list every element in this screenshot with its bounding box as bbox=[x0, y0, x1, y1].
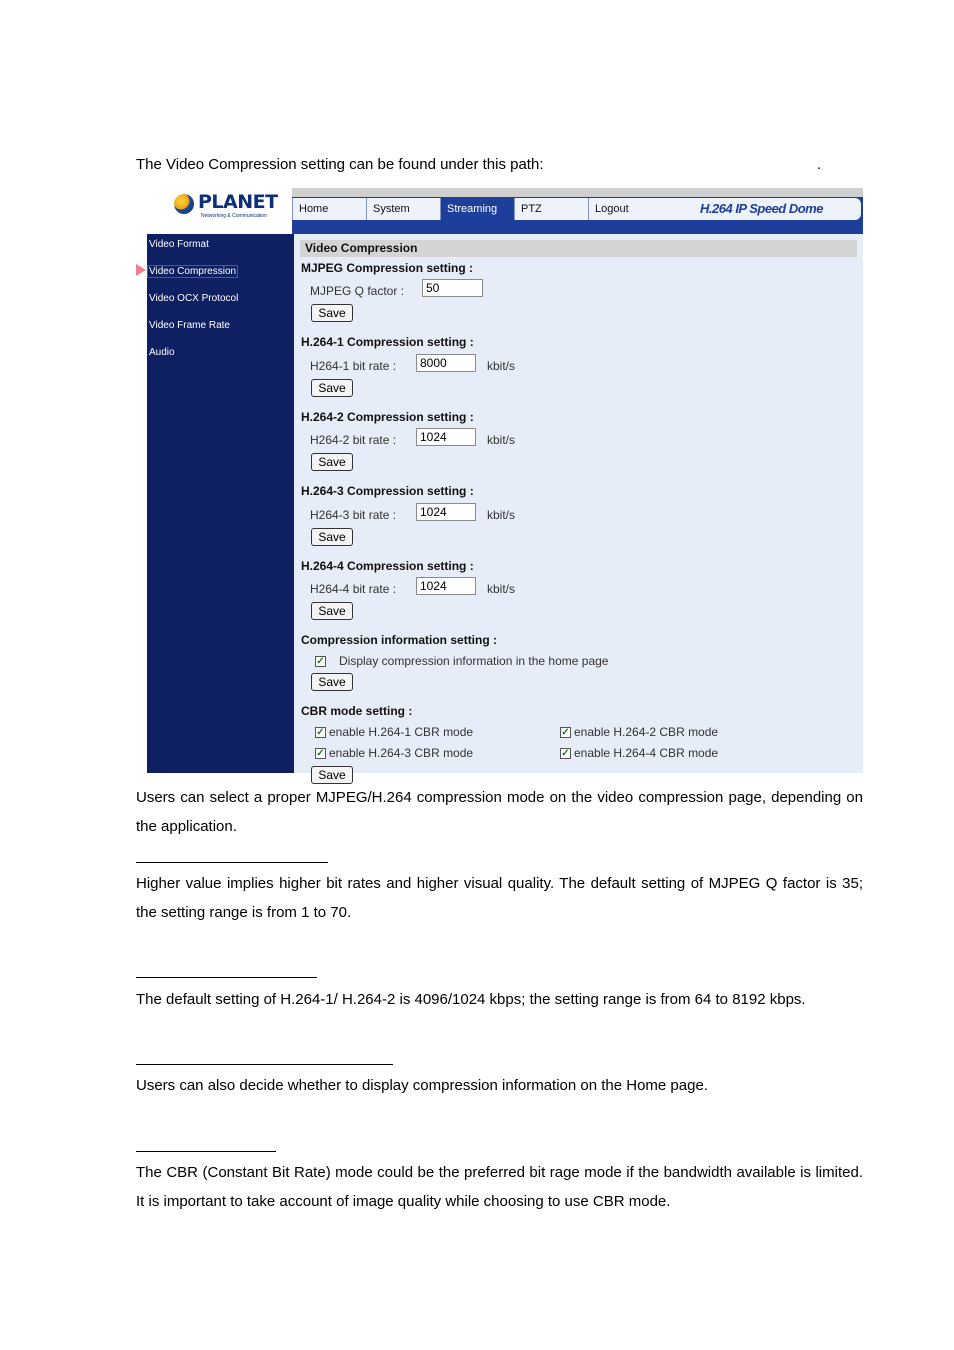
cbr-1-label: enable H.264-1 CBR mode bbox=[329, 725, 474, 739]
product-brand: H.264 IP Speed Dome bbox=[662, 198, 861, 220]
section-rule-info bbox=[136, 1064, 393, 1065]
section-rule-mjpeg bbox=[136, 862, 328, 863]
h264-2-bitrate-input[interactable]: 1024 bbox=[416, 428, 476, 446]
tab-system[interactable]: System bbox=[366, 198, 440, 220]
cbr-3-label: enable H.264-3 CBR mode bbox=[329, 746, 474, 760]
pointer-arrow-icon bbox=[136, 264, 146, 276]
logo-word: PLANET bbox=[198, 191, 278, 213]
h264-1-bitrate-input[interactable]: 8000 bbox=[416, 354, 476, 372]
planet-logo bbox=[174, 191, 278, 219]
h264-4-label: H264-4 bit rate : bbox=[310, 582, 397, 596]
h264-1-save-button[interactable]: Save bbox=[311, 379, 353, 397]
mjpeg-heading: MJPEG Compression setting : bbox=[301, 261, 474, 275]
tab-logout[interactable]: Logout bbox=[588, 198, 662, 220]
section-rule-h264 bbox=[136, 977, 317, 978]
h264-2-save-button[interactable]: Save bbox=[311, 453, 353, 471]
tab-home[interactable]: Home bbox=[292, 198, 366, 220]
info-heading: Compression information setting : bbox=[301, 633, 498, 647]
info-save-button[interactable]: Save bbox=[311, 673, 353, 691]
cbr-4-label: enable H.264-4 CBR mode bbox=[574, 746, 719, 760]
h264-1-unit: kbit/s bbox=[487, 359, 516, 373]
mjpeg-save-button[interactable]: Save bbox=[311, 304, 353, 322]
h264-4-unit: kbit/s bbox=[487, 582, 516, 596]
summary-paragraph: Users can select a proper MJPEG/H.264 compression mode on the video compression page, depending on the application. bbox=[136, 789, 863, 835]
h264-4-save-button[interactable]: Save bbox=[311, 602, 353, 620]
h264-3-bitrate-input[interactable]: 1024 bbox=[416, 503, 476, 521]
intro-text: The Video Compression setting can be found under this path: bbox=[136, 156, 544, 173]
cbr-4-checkbox[interactable]: ✓ bbox=[561, 748, 570, 759]
camera-ui-screenshot bbox=[147, 188, 863, 782]
display-info-checkbox[interactable]: ✓ bbox=[316, 656, 325, 667]
h264-3-save-button[interactable]: Save bbox=[311, 528, 353, 546]
cbr-1-checkbox[interactable]: ✓ bbox=[316, 727, 325, 738]
h264-4-bitrate-input[interactable]: 1024 bbox=[416, 577, 476, 595]
panel-title: Video Compression bbox=[300, 240, 857, 257]
h264-1-label: H264-1 bit rate : bbox=[310, 359, 397, 373]
mjpeg-q-label: MJPEG Q factor : bbox=[310, 284, 405, 298]
sidebar-item-video-frame-rate[interactable]: Video Frame Rate bbox=[149, 320, 230, 331]
h264-3-heading: H.264-3 Compression setting : bbox=[301, 484, 474, 498]
mjpeg-description: Higher value implies higher bit rates and higher visual quality. The default setting of MJPEG Q factor is 35; the setting range is from 1 to 70. bbox=[136, 875, 863, 921]
tab-ptz[interactable]: PTZ bbox=[514, 198, 588, 220]
h264-4-heading: H.264-4 Compression setting : bbox=[301, 559, 474, 573]
cbr-save-button[interactable]: Save bbox=[311, 766, 353, 784]
sidebar-item-audio[interactable]: Audio bbox=[149, 347, 175, 358]
cbr-description: The CBR (Constant Bit Rate) mode could be the preferred bit rage mode if the bandwidth available is limited. It is important to take account of image quality while choosing to use CBR mode. bbox=[136, 1164, 863, 1210]
intro-trailing: . bbox=[817, 156, 822, 173]
tab-streaming[interactable]: Streaming bbox=[440, 198, 514, 220]
sidebar bbox=[147, 234, 294, 773]
logo-subtitle: Networking & Communication bbox=[201, 213, 267, 219]
sidebar-item-video-format[interactable]: Video Format bbox=[149, 239, 209, 250]
header-strip bbox=[292, 188, 863, 197]
cbr-2-label: enable H.264-2 CBR mode bbox=[574, 725, 719, 739]
section-rule-cbr bbox=[136, 1151, 276, 1152]
display-info-label: Display compression information in the home page bbox=[339, 654, 609, 668]
h264-2-heading: H.264-2 Compression setting : bbox=[301, 410, 474, 424]
h264-3-label: H264-3 bit rate : bbox=[310, 508, 397, 522]
cbr-3-checkbox[interactable]: ✓ bbox=[316, 748, 325, 759]
mjpeg-q-input[interactable]: 50 bbox=[422, 279, 483, 297]
h264-2-unit: kbit/s bbox=[487, 433, 516, 447]
h264-2-label: H264-2 bit rate : bbox=[310, 433, 397, 447]
h264-description: The default setting of H.264-1/ H.264-2 is 4096/1024 kbps; the setting range is from 64 to 8192 kbps. bbox=[136, 991, 806, 1008]
sidebar-item-video-ocx-protocol[interactable]: Video OCX Protocol bbox=[149, 293, 239, 304]
top-nav bbox=[292, 197, 863, 221]
settings-panel bbox=[294, 234, 863, 782]
cbr-2-checkbox[interactable]: ✓ bbox=[561, 727, 570, 738]
nav-underline bbox=[292, 221, 863, 234]
h264-3-unit: kbit/s bbox=[487, 508, 516, 522]
h264-1-heading: H.264-1 Compression setting : bbox=[301, 335, 474, 349]
cbr-heading: CBR mode setting : bbox=[301, 704, 413, 718]
sidebar-item-video-compression[interactable]: Video Compression bbox=[149, 266, 237, 277]
globe-icon bbox=[174, 194, 194, 214]
intro-paragraph bbox=[136, 150, 822, 179]
info-description: Users can also decide whether to display compression information on the Home page. bbox=[136, 1077, 708, 1094]
